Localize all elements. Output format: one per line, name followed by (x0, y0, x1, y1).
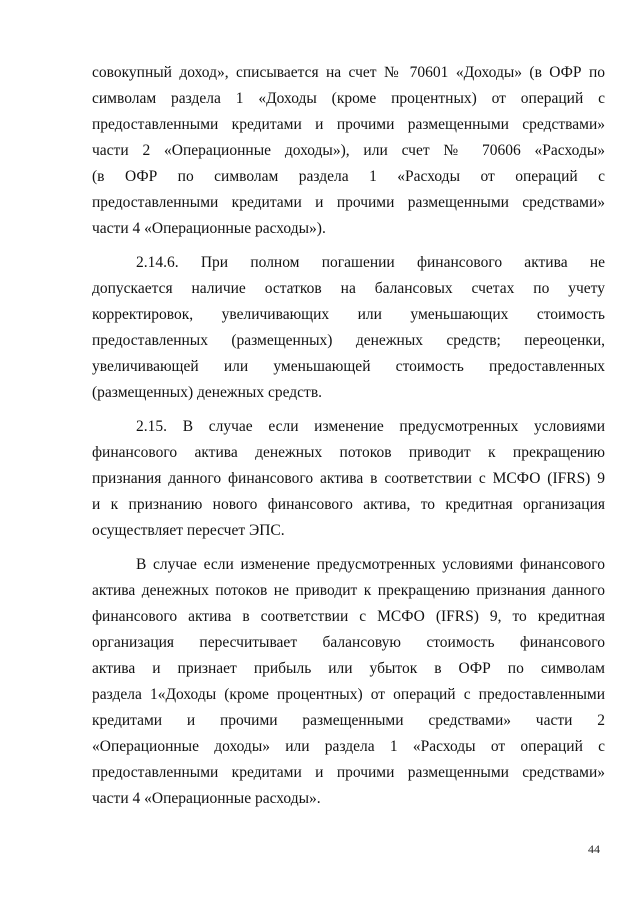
text-line: корректировок, увеличивающих или уменьшающих стоимость (92, 306, 605, 323)
body-text (92, 60, 605, 820)
paragraph-2-14-6 (92, 250, 605, 406)
text-line: предоставленными кредитами и прочими размещенными средствами» (92, 764, 605, 781)
text-line: предоставленными кредитами и прочими размещенными средствами» (92, 116, 605, 133)
text-line: (в ОФР по символам раздела 1 «Расходы от операций с (92, 168, 605, 185)
text-line: символам раздела 1 «Доходы (кроме процентных) от операций с (92, 90, 605, 107)
text-line: осуществляет пересчет ЭПС. (92, 522, 285, 539)
text-line: кредитами и прочими размещенными средствами» части 2 (92, 712, 605, 729)
paragraph-2-15-continued (92, 552, 605, 812)
text-line: актива денежных потоков не приводит к прекращению признания данного (92, 582, 605, 599)
text-line: организация пересчитывает балансовую стоимость финансового (92, 634, 605, 651)
text-line: части 2 «Операционные доходы»), или счет № 70606 «Расходы» (92, 142, 605, 159)
text-line: части 4 «Операционные расходы». (92, 790, 321, 807)
text-line: финансового актива в соответствии с МСФО (IFRS) 9, то кредитная (92, 608, 605, 625)
text-line: признания данного финансового актива в соответствии с МСФО (IFRS) 9 (92, 470, 605, 487)
text-line: части 4 «Операционные расходы»). (92, 220, 326, 237)
text-line: предоставленных (размещенных) денежных средств; переоценки, (92, 332, 605, 349)
text-line: актива и признает прибыль или убыток в ОФР по символам (92, 660, 605, 677)
text-line: 2.15. В случае если изменение предусмотренных условиями (136, 418, 605, 435)
text-line: раздела 1«Доходы (кроме процентных) от операций с предоставленными (92, 686, 605, 703)
text-line: (размещенных) денежных средств. (92, 384, 323, 401)
paragraph-2-15 (92, 414, 605, 544)
text-line: совокупный доход», списывается на счет № 70601 «Доходы» (в ОФР по (92, 64, 605, 81)
text-line: В случае если изменение предусмотренных условиями финансового (136, 556, 605, 573)
text-line: допускается наличие остатков на балансовых счетах по учету (92, 280, 605, 297)
text-line: увеличивающей или уменьшающей стоимость предоставленных (92, 358, 605, 375)
text-line: 2.14.6. При полном погашении финансового актива не (136, 254, 605, 271)
text-line: финансового актива денежных потоков приводит к прекращению (92, 444, 605, 461)
text-line: «Операционные доходы» или раздела 1 «Расходы от операций с (92, 738, 605, 755)
text-line: и к признанию нового финансового актива, то кредитная организация (92, 496, 605, 513)
page-number: 44 (588, 842, 600, 856)
text-line: предоставленными кредитами и прочими размещенными средствами» (92, 194, 605, 211)
paragraph-continuation (92, 60, 605, 242)
